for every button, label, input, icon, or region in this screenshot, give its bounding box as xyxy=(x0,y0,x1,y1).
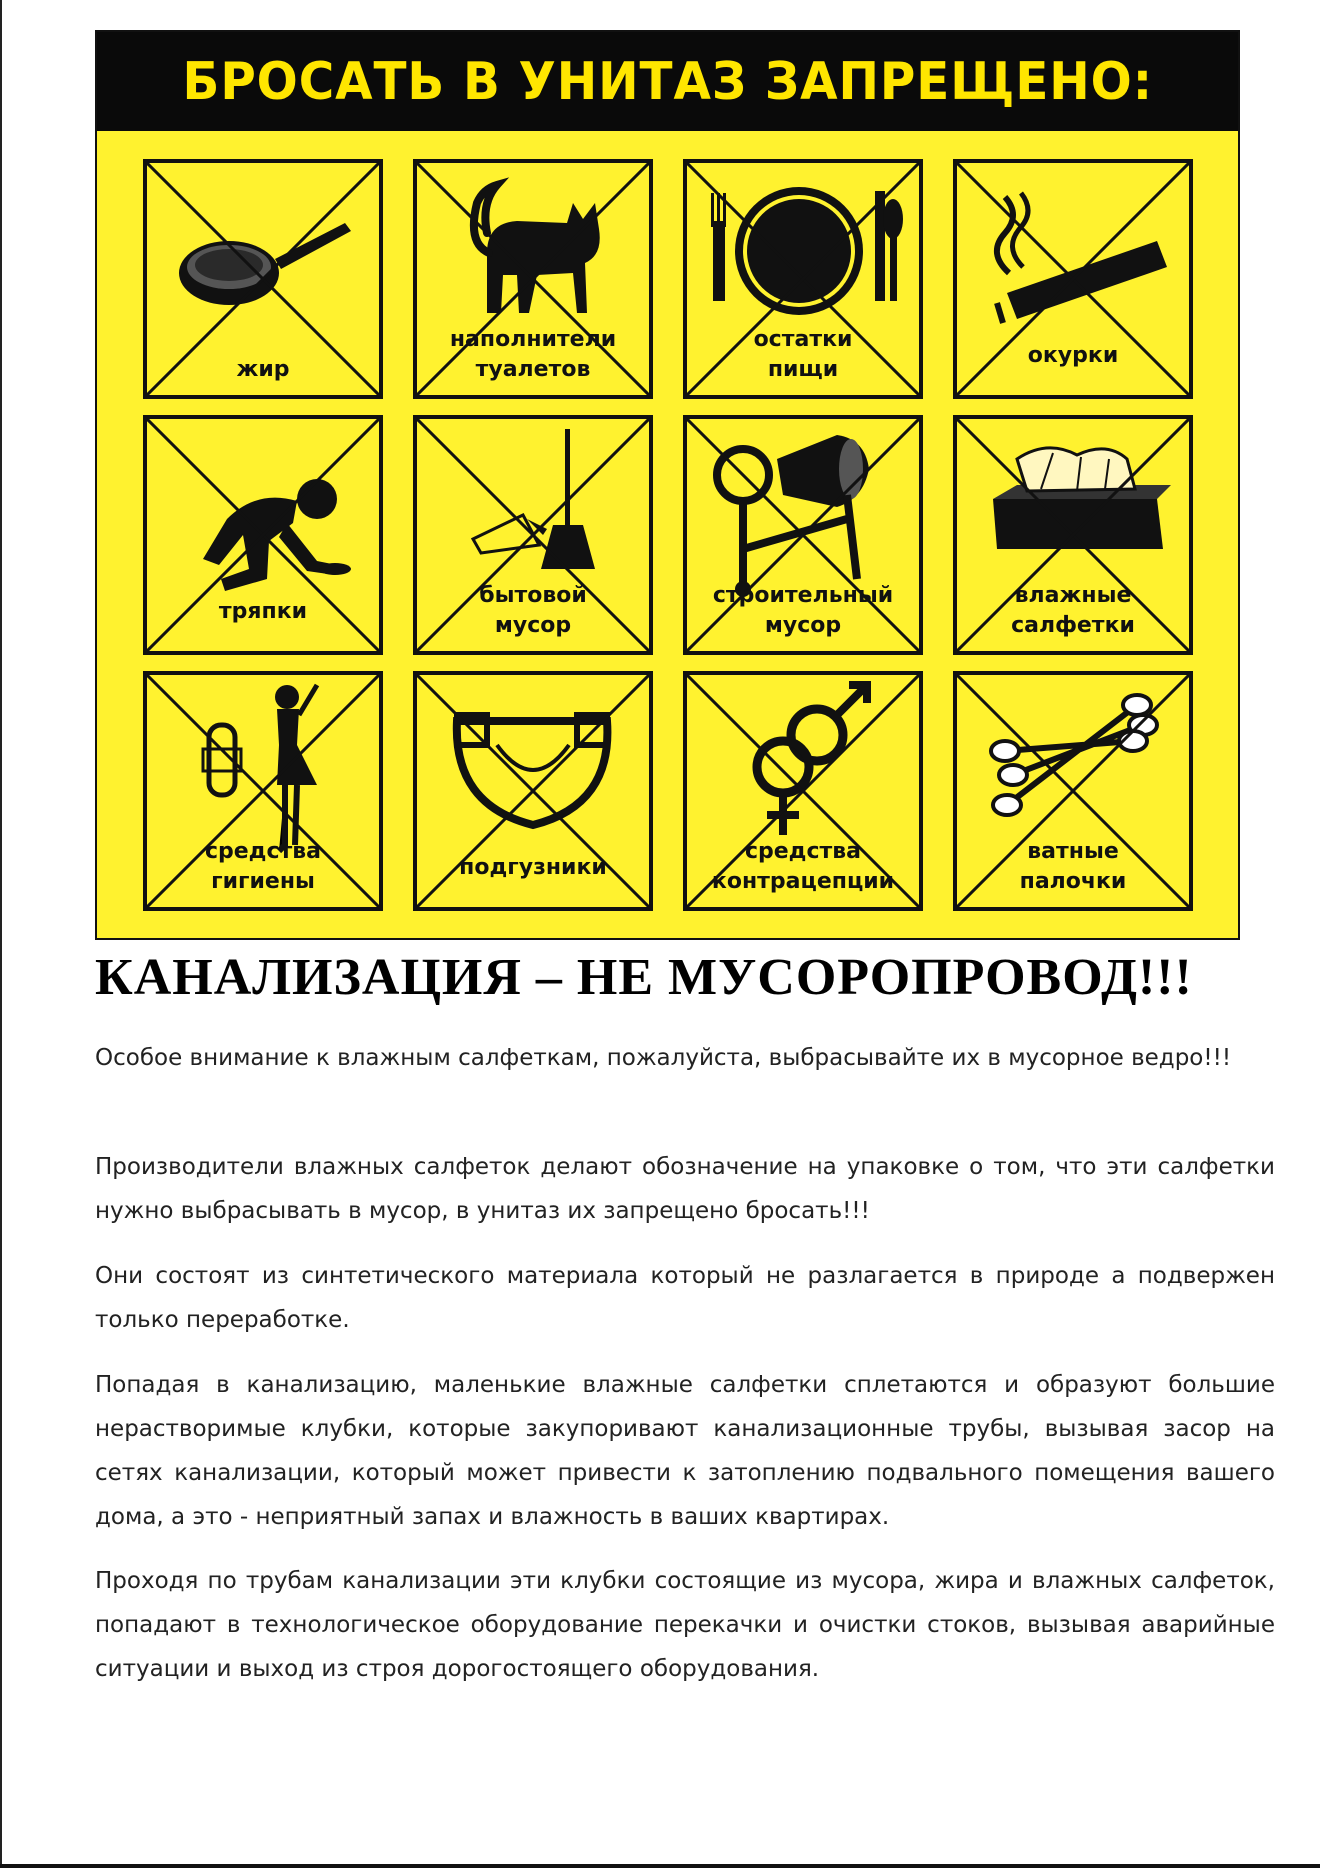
tile-cotton-swabs xyxy=(953,671,1193,911)
tile-contraceptives xyxy=(683,671,923,911)
tile-diapers xyxy=(413,671,653,911)
tile-label: строительный мусор xyxy=(712,583,894,638)
paragraph-synthetic-material: Они состоят из синтетического материала который не разлагается в природе а подвержен только переработке. xyxy=(95,1263,1275,1333)
tile-label: жир xyxy=(236,357,290,382)
tile-construction-waste xyxy=(683,415,923,655)
prohibition-poster xyxy=(95,30,1240,940)
tile-household-waste xyxy=(413,415,653,655)
poster-title: БРОСАТЬ В УНИТАЗ ЗАПРЕЩЕНО: xyxy=(182,51,1153,112)
slogan-heading: КАНАЛИЗАЦИЯ – НЕ МУСОРОПРОВОД!!! xyxy=(95,949,1193,1006)
tile-label: окурки xyxy=(1027,343,1119,368)
tile-label: тряпки xyxy=(218,599,308,624)
tile-cigarette-butts xyxy=(953,159,1193,399)
tile-hygiene-products xyxy=(143,671,383,911)
prohibited-items-grid xyxy=(143,159,1194,922)
paragraph-clogging: Попадая в канализацию, маленькие влажные салфетки сплетаются и образуют большие нерастворимые клубки, которые закупоривают канализационные трубы, вызывая засор на сетях канализации, который может привести к затоплению подвального помещения вашего дома, а это - неприятный запах и влажность в ваших квартирах. xyxy=(95,1372,1275,1530)
paragraph-equipment-damage: Проходя по трубам канализации эти клубки состоящие из мусора, жира и влажных салфеток, попадают в технологическое оборудование перекачки и очистки стоков, вызывая аварийные ситуации и выход из строя дорогостоящего оборудования. xyxy=(95,1568,1275,1682)
tile-label: ватные палочки xyxy=(1019,839,1127,894)
tile-label: бытовой мусор xyxy=(479,583,587,638)
tile-label: остатки пищи xyxy=(753,327,853,382)
tile-label: наполнители туалетов xyxy=(449,327,617,382)
tile-label: средства гигиены xyxy=(204,839,322,894)
tile-wet-wipes xyxy=(953,415,1193,655)
page-left-border xyxy=(0,0,2,1868)
tile-label: подгузники xyxy=(459,855,607,880)
tile-food-leftovers xyxy=(683,159,923,399)
paragraph-manufacturers-label: Производители влажных салфеток делают обозначение на упаковке о том, что эти салфетки нужно выбрасывать в мусор, в унитаз их запрещено бросать!!! xyxy=(95,1154,1275,1224)
poster-header xyxy=(97,32,1238,131)
tile-rags xyxy=(143,415,383,655)
tile-label: влажные салфетки xyxy=(1011,583,1135,638)
tile-fat xyxy=(143,159,383,399)
paragraph-wet-wipes-attention: Особое внимание к влажным салфеткам, пожалуйста, выбрасывайте их в мусорное ведро!!! xyxy=(95,1045,1232,1071)
tile-label: средства контрацепции xyxy=(711,839,895,894)
page-bottom-border xyxy=(0,1864,1320,1868)
tile-cat-litter xyxy=(413,159,653,399)
